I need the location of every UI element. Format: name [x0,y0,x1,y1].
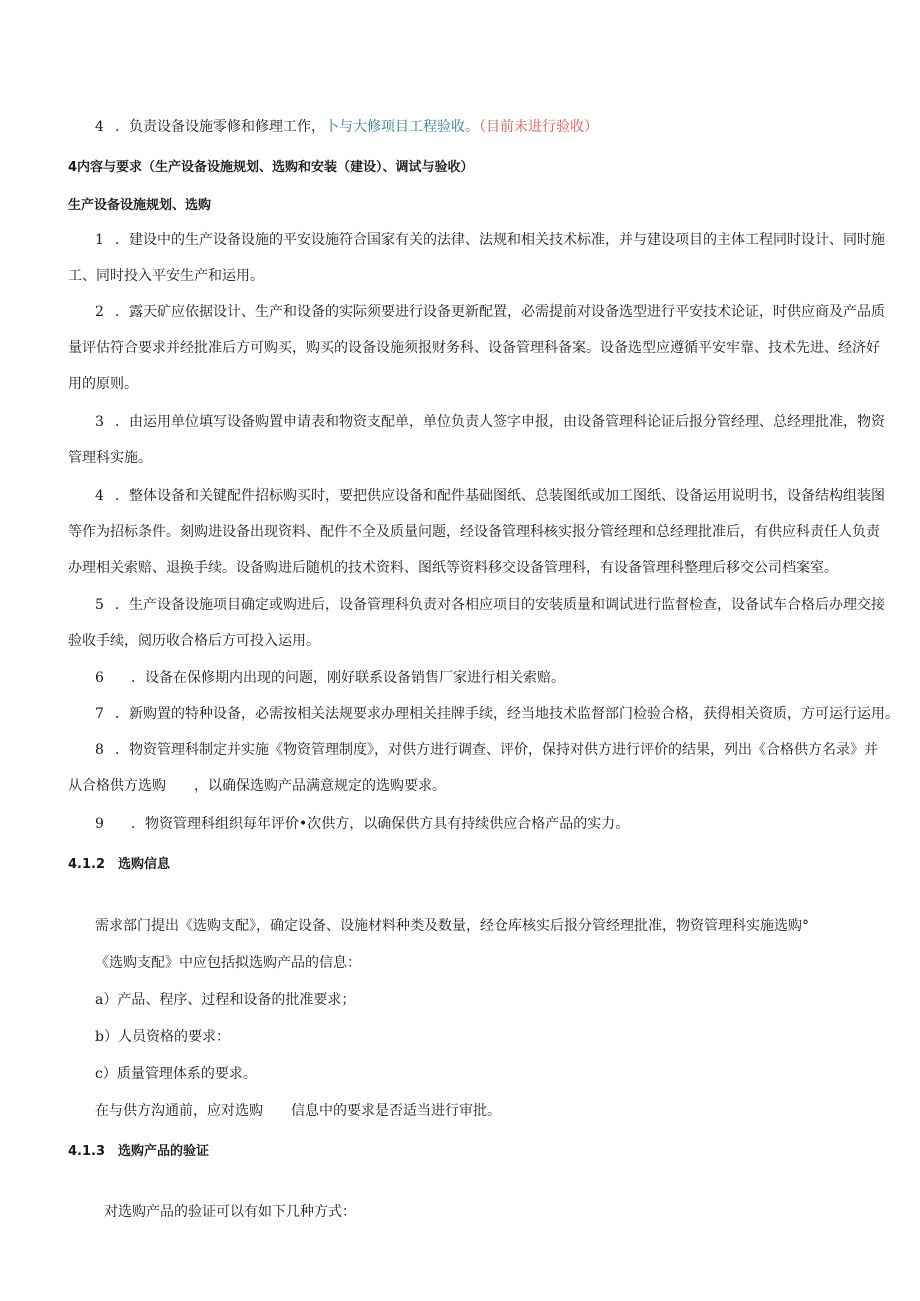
item-line: 验收手续，阅历收合格后方可投入运用。 [68,633,320,649]
list-item [95,230,885,250]
item-line: ．生产设备设施项目确定或购进后，设备管理科负责对各相应项目的安装质量和调试进行监督检查，设备试车合格后办理交接 [115,597,885,613]
item-line: ．建设中的生产设备设施的平安设施符合国家有关的法律、法规和相关技术标准，并与建设项目的主体工程同时设计、同时施 [115,232,885,248]
list-item [95,814,629,834]
list-item [95,740,878,760]
item-line: 等作为招标条件。刻购进设备出现资料、配件不全及质量问题，经设备管理科核实报分管经理和总经理批准后，有供应科责任人负责 [68,524,880,540]
item-number: 4 [95,488,104,504]
list-item-a: a）产品、程序、过程和设备的批准要求； [95,992,356,1008]
item-line: 管理科实施。 [68,450,152,466]
item-line: ．整体设备和关键配件招标购买时，要把供应设备和配件基础图纸、总装图纸或加工图纸、设备运用说明书，设备结构组装图 [115,488,885,504]
item-text-red: （目前未进行验收） [479,119,598,135]
list-item [95,595,885,615]
list-item [95,412,885,432]
sub-heading: 生产设备设施规划、选购 [68,198,212,213]
top-item [95,117,598,137]
item-line: ．物资管理科制定并实施《物资管理制度》，对供方进行调查、评价，保持对供方进行评价的结果，列出《合格供方名录》并 [115,742,878,758]
list-item [95,486,885,506]
item-line: 办理相关索赔、退换手续。设备购进后随机的技术资料、图纸等资料移交设备管理科，有设备管理科整理后移交公司档案室。 [68,560,838,576]
paragraph: 对选购产品的验证可以有如下几种方式： [104,1204,356,1220]
section-412-heading: 4.1.2 选购信息 [68,857,171,872]
item-number: 4 [95,119,104,135]
item-line: ．露天矿应依据设计、生产和设备的实际须要进行设备更新配置，必需提前对设备选型进行平安技术论证，时供应商及产品质 [115,304,885,320]
item-number: 7 [95,706,104,722]
list-item-b: b）人员资格的要求： [95,1029,230,1045]
item-number: 3 [95,414,104,430]
list-item-c: c）质量管理体系的要求。 [95,1066,257,1082]
item-number: 1 [95,232,104,248]
item-number: 8 [95,742,104,758]
item-line: ．新购置的特种设备，必需按相关法规要求办理相关挂牌手续，经当地技术监督部门检验合格，获得相关资质，方可运行运用。 [115,706,899,722]
item-line: 工、同时投入平安生产和运用。 [68,268,264,284]
item-line: 量评估符合要求并经批准后方可购买，购买的设备设施须报财务科、设备管理科备案。设备选型应遵循平安牢靠、技术先进、经济好 [68,340,880,356]
item-line: ．由运用单位填写设备购置申请表和物资支配单，单位负责人签字申报，由设备管理科论证后报分管经理、总经理批准，物资 [115,414,885,430]
paragraph: 需求部门提出《选购支配》，确定设备、设施材料种类及数量，经仓库核实后报分管经理批准，物资管理科实施选购° [95,918,809,934]
section-heading: 4内容与要求（生产设备设施规划、选购和安装（建设）、调试与验收） [68,160,474,175]
item-number: 2 [95,304,104,320]
item-line: ．设备在保修期内出现的问题，刚好联系设备销售厂家进行相关索赔。 [131,670,565,686]
list-item [95,704,899,724]
item-number: 9 [95,816,104,832]
list-item [95,668,565,688]
paragraph: 《选购支配》中应包括拟选购产品的信息： [95,955,361,971]
list-item [95,302,885,322]
item-line: ．物资管理科组织每年评价•次供方，以确保供方具有持续供应合格产品的实力。 [131,816,630,832]
item-number: 5 [95,597,104,613]
paragraph: 在与供方沟通前，应对选购 信息中的要求是否适当进行审批。 [95,1103,501,1119]
item-text-teal: 卜与大修项目工程验收。 [325,119,479,135]
item-line: 用的原则。 [68,376,138,392]
item-line: 从合格供方选购 ，以确保选购产品满意规定的选购要求。 [68,778,446,794]
section-413-heading: 4.1.3 选购产品的验证 [68,1144,210,1159]
item-number: 6 [95,670,104,686]
item-text: ．负责设备设施零修和修理工作， [115,119,325,135]
